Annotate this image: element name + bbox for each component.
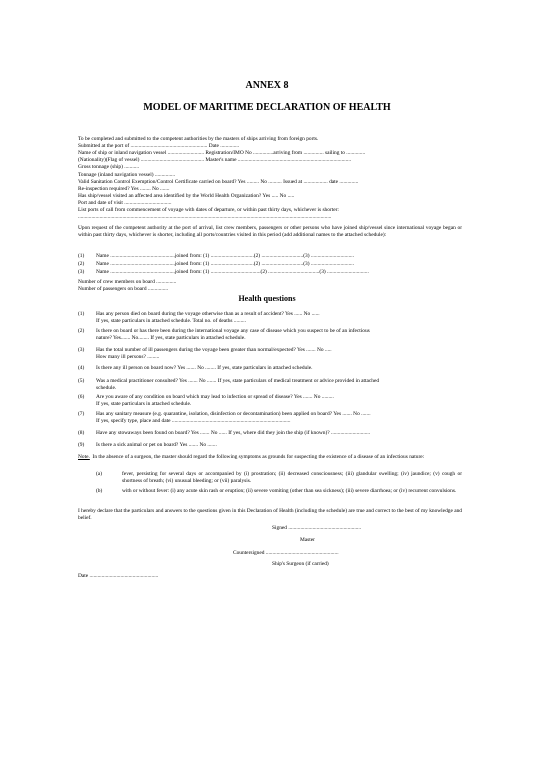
affected-area-line: Has ship/vessel visited an affected area identified by the World Health Organization? Yes ..... No .....: [78, 193, 295, 199]
ports-of-call-dotted: ............................................................................................................................................................................................: [78, 214, 332, 220]
certificate-line: Valid Sanitation Control Exemption/Control Certificate carried on board? Yes ......... No .......... Issued at .................. date ..............: [78, 179, 359, 185]
question-line: Have any stowaways been found on board? Yes ....... No ...... If yes, where did they join the ship (if known)? .............................: [96, 430, 371, 436]
question-7: [96, 411, 462, 425]
note-text: In the absence of a surgeon, the master should regard the following symptoms as grounds for suspecting the existence of a disease of an infectious nature:: [92, 454, 425, 460]
question-1: [96, 311, 462, 325]
name-row-number: (1): [78, 253, 85, 259]
name-row-number: (2): [78, 261, 85, 267]
question-number: (7): [78, 411, 85, 417]
question-line: Is there any ill person on board now? Yes ....... No ........ If yes, state particulars in attached schedule.: [96, 365, 313, 371]
passenger-count-line: Number of passengers on board ...............: [78, 286, 169, 292]
symptom-b: with or without fever: (i) any acute skin rash or eruption; (ii) severe vomiting (other than sea sickness); (iii) severe diarrhoea; or (iv) recurrent convulsions.: [122, 488, 457, 494]
question-line: nature? Yes....... No........ If yes, state particulars in attached schedule.: [96, 335, 246, 341]
question-line: schedule.: [96, 385, 117, 391]
name-row: Name ................................................joined from: (1) ................................(2) ...............................(3) ................................: [96, 253, 354, 259]
annex-label: ANNEX 8: [245, 80, 289, 91]
question-number: (1): [78, 311, 85, 317]
date-line: Date ...................................................: [78, 573, 159, 579]
question-number: (4): [78, 365, 85, 371]
health-questions-heading: Health questions: [238, 294, 296, 303]
symptom-a: fever, persisting for several days or accompanied by (i) prostration; (ii) decreased consciousness; (iii) glandular swelling; (iv) jaundice; (v) cough or shortness of breath; (vi) unusual bleeding; or (vii) paralysis.: [122, 471, 462, 484]
declaration: I hereby declare that the particulars and answers to the questions given in this Declaration of Health (including the schedule) are true and correct to the best of my knowledge and belief.: [78, 508, 462, 521]
question-8: [96, 430, 462, 437]
question-4: [96, 365, 462, 372]
question-5: [96, 378, 462, 392]
question-number: (8): [78, 430, 85, 436]
countersigned-line: Countersigned ......................................................: [233, 550, 339, 556]
question-line: Is there a sick animal or pet on board? Yes ....... No .......: [96, 442, 217, 448]
master-label: Master: [300, 537, 315, 543]
question-line: Was a medical practitioner consulted? Yes ....... No ....... If yes, state particulars of medical treatment or advice provided in attached: [96, 378, 380, 384]
name-row-number: (3): [78, 269, 85, 275]
ports-of-call-line: List ports of call from commencement of voyage with dates of departure, or within past thirty days, whichever is shorter:: [78, 207, 339, 213]
symptom-label: (b): [96, 488, 103, 494]
question-number: (9): [78, 442, 85, 448]
note-label: Note.: [78, 454, 90, 460]
question-line: If yes, specify type, place and date ........................................................................................: [96, 418, 291, 424]
reinspection-line: Re-inspection required? Yes ........ No .......: [78, 186, 170, 192]
signed-line: Signed ......................................................: [272, 525, 362, 531]
name-row: Name ................................................joined from: (1) ................................(2) ...............................(3) ................................: [96, 261, 354, 267]
question-9: [96, 442, 462, 449]
crew-count-line: Number of crew members on board ...............: [78, 279, 177, 285]
question-line: Has any sanitary measure (e.g. quarantine, isolation, disinfection or decontamination) been applied on board? Yes ....... No .......: [96, 411, 371, 417]
question-line: If yes, state particulars in attached schedule.: [96, 401, 192, 407]
question-number: (3): [78, 347, 85, 353]
document-title: MODEL OF MARITIME DECLARATION OF HEALTH: [143, 102, 391, 113]
crew-paragraph: Upon request of the competent authority at the port of arrival, list crew members, passengers or other persons who have joined ship/vessel since international voyage began or within past thirty days, whichever is shorter, including all ports/countries visited in this period (add additional names to the attached schedule):: [78, 225, 462, 238]
note: [78, 454, 462, 461]
ship-surgeon-label: Ship's Surgeon (if carried): [272, 561, 329, 567]
question-2: [96, 328, 462, 342]
question-line: If yes, state particulars in attached schedule. Total no. of deaths .........: [96, 318, 246, 324]
tonnage-line: Tonnage (inland navigation vessel) ...............: [78, 172, 176, 178]
intro-line: To be completed and submitted to the competent authorities by the masters of ships arriving from foreign ports.: [78, 136, 319, 142]
symptom-label: (a): [96, 471, 102, 477]
question-line: Are you aware of any condition on board which may lead to infection or spread of disease? Yes ....... No .........: [96, 394, 334, 400]
question-line: Has the total number of ill passengers during the voyage been greater than normal/expected? Yes ....... No .....: [96, 347, 332, 353]
question-3: [96, 347, 462, 361]
question-line: How many ill persons? .........: [96, 354, 160, 360]
name-row: Name ................................................joined from: (1) .....................................(2) ......................................(3) ...............................: [96, 269, 369, 275]
question-number: (2): [78, 328, 85, 334]
question-line: Is there on board or has there been during the international voyage any case of disease which you suspect to be of an infectious: [96, 328, 370, 334]
question-number: (5): [78, 378, 85, 384]
nationality-line: (Nationality)(Flag of vessel) ............................................... Master's name ....................................................................................: [78, 157, 352, 163]
question-line: Has any person died on board during the voyage otherwise than as a result of accident? Yes ...... No ......: [96, 311, 320, 317]
port-date-visit-line: Port and date of visit ...................................: [78, 200, 172, 206]
ship-name-line: Name of ship or inland navigation vessel ........................... Registration/IMO No ...............arriving from ............... sailing to ..............: [78, 150, 366, 156]
port-line: Submitted at the port of ......................................................... Date ..............: [78, 143, 240, 149]
question-number: (6): [78, 394, 85, 400]
gross-tonnage-line: Gross tonnage (ship) ...........: [78, 164, 140, 170]
question-6: [96, 394, 462, 408]
